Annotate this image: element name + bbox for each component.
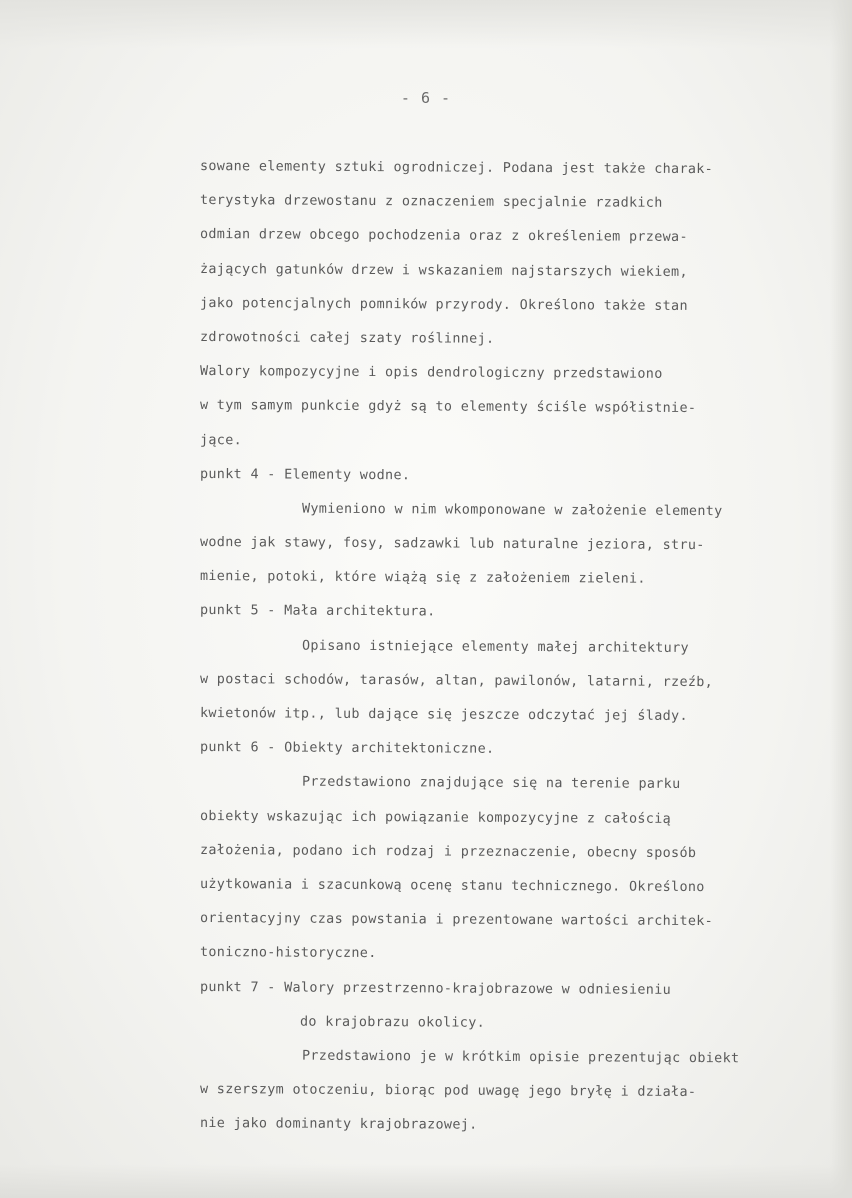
text-line: kwietonów itp., lub dające się jeszcze odczytać jej ślady. xyxy=(199,706,688,724)
text-line: mienie, potoki, które wiążą się z założeniem zieleni. xyxy=(199,569,646,587)
section-heading: punkt 4 - Elementy wodne. xyxy=(199,466,411,483)
text-line: Walory kompozycyjne i opis dendrologiczny przedstawiono xyxy=(199,364,663,382)
text-line: sowane elementy sztuki ogrodniczej. Podana jest także charak- xyxy=(199,159,714,178)
section-heading: punkt 6 - Obiekty architektoniczne. xyxy=(199,740,495,757)
text-line: wodne jak stawy, fosy, sadzawki lub naturalne jeziora, stru- xyxy=(199,535,705,554)
text-line: toniczno-historyczne. xyxy=(199,945,377,962)
text-line: w postaci schodów, tarasów, altan, pawilonów, latarni, rzeźb, xyxy=(199,671,714,690)
text-line: użytkowania i szacunkową ocenę stanu technicznego. Określono xyxy=(199,876,705,896)
text-line: jące. xyxy=(199,432,243,448)
text-line: Przedstawiono znajdujące się na terenie parku xyxy=(301,774,681,793)
text-line: założenia, podano ich rodzaj i przeznaczenie, obecny sposób xyxy=(199,842,697,861)
text-line: orientacyjny czas powstania i prezentowane wartości architek- xyxy=(199,911,714,930)
text-line: odmian drzew obcego pochodzenia oraz z określeniem przewa- xyxy=(199,227,688,246)
text-line: terystyka drzewostanu z oznaczeniem specjalnie rzadkich xyxy=(199,193,663,212)
text-line: jako potencjalnych pomników przyrody. Określono także stan xyxy=(199,295,688,314)
section-heading-continued: do krajobrazu okolicy. xyxy=(299,1014,486,1031)
text-line: żających gatunków drzew i wskazaniem najstarszych wiekiem, xyxy=(199,261,688,280)
text-line: Opisano istniejące elementy małej architektury xyxy=(301,638,689,656)
section-heading: punkt 7 - Walory przestrzenno-krajobrazowe w odniesieniu xyxy=(199,979,672,998)
text-line: obiekty wskazując ich powiązanie kompozycyjne z całością xyxy=(199,808,672,827)
text-line: nie jako dominanty krajobrazowej. xyxy=(199,1116,478,1133)
text-line: w szerszym otoczeniu, biorąc pod uwagę jego bryłę i działa- xyxy=(199,1082,697,1101)
scan-top-shadow xyxy=(0,0,852,48)
section-heading: punkt 5 - Mała architektura. xyxy=(199,603,436,620)
text-line: Przedstawiono je w krótkim opisie prezentując obiekt xyxy=(301,1048,740,1067)
text-line: zdrowotności całej szaty roślinnej. xyxy=(199,329,495,347)
text-line: w tym samym punkcie gdyż są to elementy ściśle współistnie- xyxy=(199,398,697,417)
scan-bottom-shadow xyxy=(0,1164,852,1198)
page-number: - 6 - xyxy=(400,89,452,107)
body-text xyxy=(200,150,840,1141)
text-line: Wymieniono w nim wkomponowane w założenie elementy xyxy=(301,501,723,520)
